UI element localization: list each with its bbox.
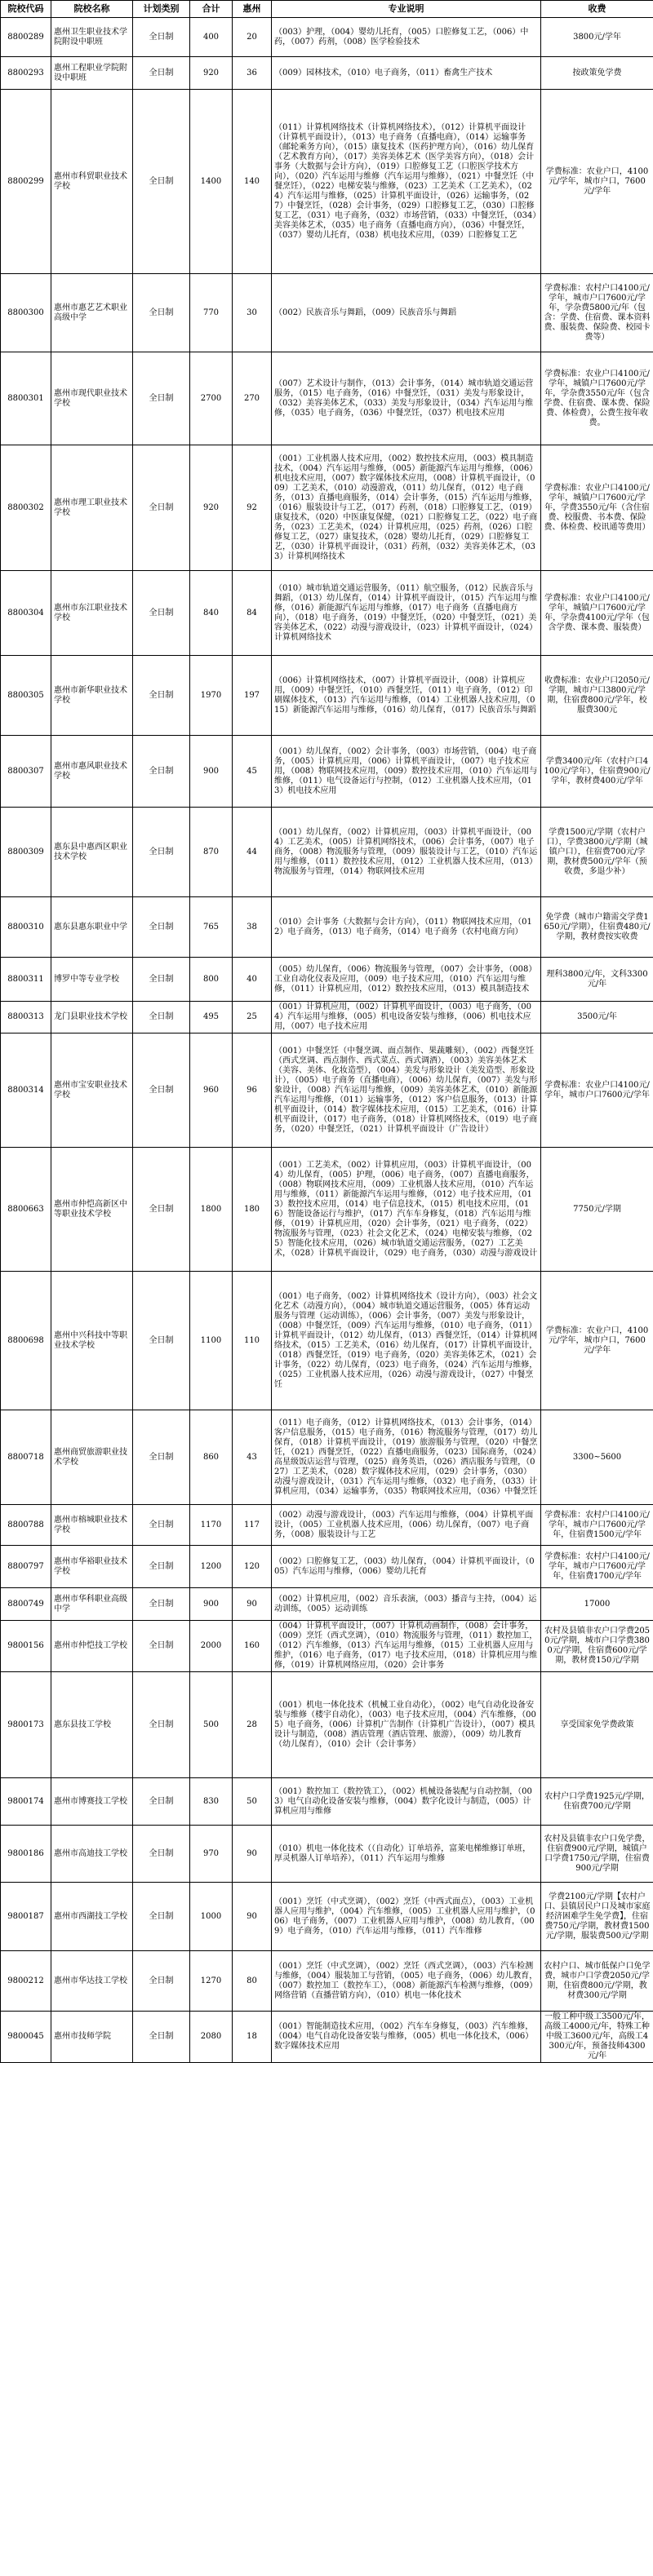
school-name-cell: 惠州工程职业学院附设中职班 [51,57,133,90]
school-code-cell: 9800212 [1,1951,51,2012]
fee-cell: 学费标准：农业户口，4100元/学年，城市户口，7600元/学年 [541,90,653,274]
huizhou-count-cell: 160 [233,1621,272,1672]
plan-type-cell: 全日制 [133,57,190,90]
table-row [1,1826,653,1883]
huizhou-count-cell: 96 [233,1033,272,1148]
major-description-cell: （001）工业机器人技术应用，（002）数控技术应用，（003）模具制造技术，（004）汽车运用与维修，（005）新能源汽车运用与维修，（006）机电技术应用，（007）数字媒体技术应用，（008）计算机平面设计，（009）工艺美术，（010）动漫游戏，（011）幼儿保育，（012）电子商务，（013）直播电商服务，（014）会计事务，（015）汽车运用与维修，（016）服装设计与工艺，（017）药剂，（018）口腔修复工艺，（019）康复技术，（020）中医康复保健，（021）口腔修复工艺，（022）电子商务，（023）工艺美术，（024）计算机应用，（025）药剂，（026）口腔修复工艺，（027）康复技术，（028）婴幼儿托育，（029）口腔修复工艺，（030）计算机平面设计，（031）药剂，（032）美容美体艺术，（033）计算机网络技术 [272,445,541,571]
header-plan-type: 计划类别 [133,1,190,18]
school-code-cell: 8800314 [1,1033,51,1148]
table-row [1,571,653,656]
plan-type-cell: 全日制 [133,571,190,656]
huizhou-count-cell: 44 [233,808,272,897]
table-row [1,1546,653,1588]
school-name-cell: 惠州市华裕职业技术学校 [51,1546,133,1588]
school-code-cell: 8800797 [1,1546,51,1588]
total-count-cell: 920 [190,57,233,90]
fee-cell: 农村户口、城市低保户口免学费，城市户口学费2050元/学期，住宿费800元/学期，教材费300元/学期 [541,1951,653,2012]
school-name-cell: 惠州市惠艺艺术职业高级中学 [51,274,133,352]
major-description-cell: （011）计算机网络技术（计算机网络技术），（012）计算机平面设计（计算机平面设计），（013）电子商务（直播电商），（014）运输事务（邮轮乘务方向），（015）康复技术（医药护理方向），（016）幼儿保育（艺术教育方向），（017）美容美体艺术（医学美容方向），（018）会计事务（大数据与会计方向），（019）口腔修复工艺（口腔医学技术方向），（020）汽车运用与维修（汽车运用与维修），（021）中餐烹饪（中餐烹饪），（022）电梯安装与维修，（023）工艺美术（工艺美术），（024）汽车运用与维修，（025）计算机平面设计，（026）运输事务，（027）中餐烹饪，（028）会计事务，（029）口腔修复工艺，（030）口腔修复工艺，（031）电子商务，（032）市场营销，（033）中餐烹饪，（034）美容美体艺术，（035）电子商务（直播电商方向），（036）中餐烹饪，（037）婴幼儿托育，（038）机电技术应用，（039）口腔修复工艺 [272,90,541,274]
school-name-cell: 惠州市现代职业技术学校 [51,352,133,445]
major-description-cell: （010）城市轨道交通运营服务，（011）航空服务，（012）民族音乐与舞蹈，（013）幼儿保育，（014）计算机平面设计，（015）汽车运用与维修，（016）新能源汽车运用与维修，（017）电子商务（直播电商方向），（018）电子商务，（019）中餐烹饪，（020）中餐烹饪，（021）美容美体艺术，（022）动漫与游戏设计，（023）计算机平面设计，（024）计算机网络技术 [272,571,541,656]
plan-type-cell: 全日制 [133,808,190,897]
total-count-cell: 1170 [190,1505,233,1546]
total-count-cell: 960 [190,1033,233,1148]
table-row [1,1621,653,1672]
school-code-cell: 8800302 [1,445,51,571]
fee-cell: 3800元/学年 [541,18,653,57]
plan-type-cell: 全日制 [133,90,190,274]
fee-cell: 农村及县镇非农户口免学费，住宿费900元/学期，城镇户口学费1750元/学期，住宿费900元/学期 [541,1826,653,1883]
table-row [1,1505,653,1546]
huizhou-count-cell: 50 [233,1778,272,1826]
table-row [1,90,653,274]
huizhou-count-cell: 140 [233,90,272,274]
total-count-cell: 765 [190,897,233,958]
huizhou-count-cell: 84 [233,571,272,656]
fee-cell: 学费3400元/年（农村户口4100元/学年），住宿费900元/学年，教材费400元/学年 [541,736,653,808]
fee-cell: 学费2100元/学期【农村户口、县镇居民户口及城市家庭经济困难学生免学费】，住宿费750元/学期，教材费1500元/学期，服装费500元/学期 [541,1883,653,1951]
header-code: 院校代码 [1,1,51,18]
school-name-cell: 惠州中兴科技中等职业技术学校 [51,1272,133,1410]
table-row [1,1002,653,1033]
major-description-cell: （002）动漫与游戏设计，（003）汽车运用与维修，（004）计算机平面设计，（005）工业机器人技术应用，（006）幼儿保育，（007）电子商务，（008）服装设计与工艺 [272,1505,541,1546]
school-code-cell: 8800788 [1,1505,51,1546]
fee-cell: 学费标准：农业户口，4100元/学年，城市户口，7600元/学年 [541,1272,653,1410]
huizhou-count-cell: 80 [233,1951,272,2012]
total-count-cell: 1270 [190,1951,233,2012]
table-row [1,736,653,808]
plan-type-cell: 全日制 [133,1826,190,1883]
school-name-cell: 龙门县职业技术学校 [51,1002,133,1033]
huizhou-count-cell: 45 [233,736,272,808]
huizhou-count-cell: 40 [233,958,272,1002]
major-description-cell: （001）电子商务，（002）计算机网络技术（设计方向），（003）社会文化艺术（动漫方向），（004）城市轨道交通运营服务，（005）体育运动服务与管理（运动训练），（006）会计事务，（007）美发与形象设计，（008）中餐烹饪，（009）汽车运用与维修，（010）电子商务，（011）计算机平面设计，（012）幼儿保育，（013）西餐烹饪，（014）计算机网络技术，（015）工艺美术，（016）幼儿保育，（017）计算机平面设计，（018）西餐烹饪，（019）电子商务，（020）美容美体艺术，（021）会计事务，（022）幼儿保育，（023）电子商务，（024）汽车运用与维修，（025）工业机器人技术应用，（026）动漫与游戏设计，（027）中餐烹饪 [272,1272,541,1410]
fee-cell: 学费标准：农业户口4100元/学年，城市户口7600元/学年 [541,1033,653,1148]
table-row [1,897,653,958]
school-name-cell: 惠州市科贸职业技术学校 [51,90,133,274]
fee-cell: 3500元/年 [541,1002,653,1033]
major-description-cell: （010）机电一体化技术（（自动化）订单培养，富莱电梯维修订单班，厚灵机器人订单培养），（011）汽车运用与维修 [272,1826,541,1883]
total-count-cell: 1800 [190,1148,233,1272]
huizhou-count-cell: 90 [233,1826,272,1883]
school-name-cell: 惠州市华达技工学校 [51,1951,133,2012]
fee-cell: 理科3800元/年，文科3300元/年 [541,958,653,1002]
total-count-cell: 1200 [190,1546,233,1588]
major-description-cell: （010）会计事务（大数据与会计方向），（011）物联网技术应用，（012）电子商务，（013）电子商务，（014）电子商务（农村电商方向） [272,897,541,958]
major-description-cell: （004）计算机平面设计，（007）计算机动画制作，（008）会计事务，（009）烹饪（西式烹调），（010）物流服务与管理，（011）数控加工，（012）汽车维修，（013）汽车运用与维修，（015）工业机器人应用与维护，（016）电子商务，（017）电子技术应用，（018）计算机应用与维修，（019）计算机网络应用，（020）会计事务 [272,1621,541,1672]
plan-type-cell: 全日制 [133,897,190,958]
school-name-cell: 惠州市榕城职业技术学校 [51,1505,133,1546]
huizhou-count-cell: 25 [233,1002,272,1033]
major-description-cell: （002）民族音乐与舞蹈，（009）民族音乐与舞蹈 [272,274,541,352]
school-code-cell: 8800307 [1,736,51,808]
plan-type-cell: 全日制 [133,1410,190,1505]
major-description-cell: （001）幼儿保育，（002）计算机应用，（003）计算机平面设计，（004）工艺美术，（005）计算机网络技术，（006）会计事务，（007）电子商务，（008）物流服务与管理，（009）服装设计与工艺，（010）汽车运用与维修，（011）数控技术应用，（012）工业机器人技术应用，（013）物流服务与管理，（014）物联网技术应用 [272,808,541,897]
school-name-cell: 惠州市东江职业技术学校 [51,571,133,656]
fee-cell: 学费标准：农村户口4100元/学年，城市户口7600元/学年，住宿费1700元/学年 [541,1546,653,1588]
fee-cell: 7750元/学期 [541,1148,653,1272]
school-name-cell: 惠州市仲恺技工学校 [51,1621,133,1672]
school-name-cell: 惠东县技工学校 [51,1672,133,1778]
plan-type-cell: 全日制 [133,1546,190,1588]
major-description-cell: （001）幼儿保育，（002）会计事务，（003）市场营销，（004）电子商务，（005）计算机应用，（006）计算机平面设计，（007）电子技术应用，（008）物联网技术应用，（009）数控技术应用，（010）汽车运用与维修，（011）电气设备运行与控制，（012）工业机器人技术应用，（013）机电技术应用 [272,736,541,808]
total-count-cell: 2000 [190,1621,233,1672]
huizhou-count-cell: 18 [233,2012,272,2063]
huizhou-count-cell: 180 [233,1148,272,1272]
school-code-cell: 8800299 [1,90,51,274]
major-description-cell: （005）幼儿保育，（006）物流服务与管理，（007）会计事务，（008）工业自动化仪表及应用，（009）电子技术应用，（010）汽车运用与维修，（011）计算机应用，（012）数控技术应用，（013）模具制造技术 [272,958,541,1002]
major-description-cell: （001）机电一体化技术（机械工业自动化），（002）电气自动化设备安装与维修（楼宇自动化），（003）电子技术应用，（004）汽车维修，（005）电子商务，（006）计算机广告制作（计算机广告设计），（007）模具设计与制造，（008）酒店管理（酒店管理、旅游），（009）幼儿教育（幼儿保育），（010）会计（会计事务） [272,1672,541,1778]
table-row [1,445,653,571]
school-code-cell: 8800289 [1,18,51,57]
major-description-cell: （001）计算机应用，（002）计算机平面设计，（003）电子商务，（004）汽车运用与维修，（005）机电设备安装与维修，（006）机电技术应用，（007）电子技术应用 [272,1002,541,1033]
school-name-cell: 惠州市高迪技工学校 [51,1826,133,1883]
school-name-cell: 惠东县中惠西区职业技术学校 [51,808,133,897]
school-name-cell: 惠州市仲恺高新区中等职业技术学校 [51,1148,133,1272]
major-description-cell: （009）园林技术，（010）电子商务，（011）畜禽生产技术 [272,57,541,90]
school-code-cell: 9800156 [1,1621,51,1672]
table-row [1,1672,653,1778]
plan-type-cell: 全日制 [133,1002,190,1033]
total-count-cell: 830 [190,1778,233,1826]
plan-type-cell: 全日制 [133,1951,190,2012]
major-description-cell: （001）智能制造技术应用，（002）汽车车身修复，（003）汽车维修，（004）电气自动化设备安装与维修，（005）机电一体化技术，（006）数字媒体技术应用 [272,2012,541,2063]
school-code-cell: 8800309 [1,808,51,897]
plan-type-cell: 全日制 [133,1272,190,1410]
school-name-cell: 惠州市华科职业高级中学 [51,1588,133,1621]
total-count-cell: 970 [190,1826,233,1883]
total-count-cell: 900 [190,736,233,808]
huizhou-count-cell: 197 [233,656,272,736]
school-name-cell: 惠州市西湖技工学校 [51,1883,133,1951]
major-description-cell: （007）艺术设计与制作，（013）会计事务，（014）城市轨道交通运营服务，（015）电子商务，（016）中餐烹饪，（031）美发与形象设计，（032）美容美体艺术，（033）美发与形象设计，（034）汽车运用与维修，（035）电子商务，（036）中餐烹饪，（037）机电技术应用 [272,352,541,445]
total-count-cell: 400 [190,18,233,57]
school-code-cell: 8800718 [1,1410,51,1505]
total-count-cell: 1100 [190,1272,233,1410]
fee-cell: 17000 [541,1588,653,1621]
major-description-cell: （002）口腔修复工艺，（003）幼儿保育，（004）计算机平面设计，（005）汽车运用与维修，（006）婴幼儿托育 [272,1546,541,1588]
table-header-row [1,1,653,18]
table-row [1,1883,653,1951]
school-name-cell: 惠东县惠东职业中学 [51,897,133,958]
huizhou-count-cell: 90 [233,1883,272,1951]
total-count-cell: 2080 [190,2012,233,2063]
huizhou-count-cell: 38 [233,897,272,958]
school-name-cell: 惠州市理工职业技术学校 [51,445,133,571]
total-count-cell: 2700 [190,352,233,445]
huizhou-count-cell: 120 [233,1546,272,1588]
table-row [1,1410,653,1505]
plan-type-cell: 全日制 [133,1883,190,1951]
huizhou-count-cell: 90 [233,1588,272,1621]
school-code-cell: 8800304 [1,571,51,656]
header-school-name: 院校名称 [51,1,133,18]
plan-type-cell: 全日制 [133,2012,190,2063]
huizhou-count-cell: 30 [233,274,272,352]
school-code-cell: 8800310 [1,897,51,958]
huizhou-count-cell: 270 [233,352,272,445]
school-name-cell: 惠州市惠风职业技术学校 [51,736,133,808]
fee-cell: 学费标准：农业户口4100元/学年，城镇户口7600元/学年，学杂费3550元/年（包含学费、住宿费、课本费、保险费、体检费），公费生按年收费。 [541,352,653,445]
major-description-cell: （001）烹饪（中式烹调），（002）烹饪（西式烹调），（003）汽车检测与维修，（004）服装加工与营销，（005）电子商务，（006）幼儿教育，（007）数控加工（数控车工），（008）新能源汽车检测与维修，（009）网络营销（直播营销方向），（010）机电一体化技术 [272,1951,541,2012]
huizhou-count-cell: 28 [233,1672,272,1778]
school-code-cell: 9800173 [1,1672,51,1778]
table-row [1,2012,653,2063]
table-row [1,352,653,445]
school-code-cell: 9800187 [1,1883,51,1951]
header-total: 合计 [190,1,233,18]
plan-type-cell: 全日制 [133,736,190,808]
fee-cell: 收费标准：农业户口2050元/学期，城市户口3800元/学期，住宿费800元/学年，校服费300元 [541,656,653,736]
fee-cell: 按政策免学费 [541,57,653,90]
school-code-cell: 8800663 [1,1148,51,1272]
plan-type-cell: 全日制 [133,274,190,352]
major-description-cell: （001）中餐烹饪（中餐烹调、面点制作、果蔬雕刻），（002）西餐烹饪（西式烹调、西点制作、西式菜点、西式调酒），（003）美容美体艺术（美容、美体、化妆造型），（004）美发与形象设计（美发造型、形象设计），（005）电子商务（直播电商），（006）幼儿保育，（007）美发与形象设计，（008）汽车运用与维修，（009）美容美体艺术，（010）新能源汽车运用与维修，（011）运输事务，（012）客户信息服务，（013）计算机平面设计，（014）数字媒体技术应用，（015）工艺美术，（016）计算机平面设计，（017）电子商务，（018）计算机网络技术，（019）电子商务，（020）中餐烹饪，（021）计算机平面设计（广告设计） [272,1033,541,1148]
fee-cell: 学费1500元/学期（农村户口），学费3800元/学期（城镇户口），住宿费700元/学期，教材费500元/学年（预收费，多退少补） [541,808,653,897]
fee-cell: 学费标准：农业户口4100元/学年，城镇户口7600元/学年，学杂费4100元/学年（包含学费、课本费、服装费） [541,571,653,656]
total-count-cell: 800 [190,958,233,1002]
school-code-cell: 9800045 [1,2012,51,2063]
school-code-cell: 8800313 [1,1002,51,1033]
school-name-cell: 惠州市宝安职业技术学校 [51,1033,133,1148]
table-row [1,1778,653,1826]
fee-cell: 享受国家免学费政策 [541,1672,653,1778]
table-row [1,1588,653,1621]
table-row [1,274,653,352]
total-count-cell: 870 [190,808,233,897]
school-code-cell: 8800293 [1,57,51,90]
plan-type-cell: 全日制 [133,958,190,1002]
school-name-cell: 惠州商贸旅游职业技术学校 [51,1410,133,1505]
school-code-cell: 8800300 [1,274,51,352]
total-count-cell: 1400 [190,90,233,274]
major-description-cell: （002）计算机应用，（002）音乐表演，（003）播音与主持，（004）运动训练，（005）运动训练 [272,1588,541,1621]
huizhou-count-cell: 43 [233,1410,272,1505]
total-count-cell: 495 [190,1002,233,1033]
table-row [1,1033,653,1148]
table-row [1,1272,653,1410]
huizhou-count-cell: 36 [233,57,272,90]
school-code-cell: 8800311 [1,958,51,1002]
major-description-cell: （001）工艺美术，（002）计算机应用，（003）计算机平面设计，（004）幼儿保育，（005）护理，（006）电子商务，（007）直播电商服务，（008）物联网技术应用，（009）工业机器人技术应用，（010）汽车运用与维修，（011）新能源汽车运用与维修，（012）电子技术应用，（013）数控技术应用，（014）电子信息技术，（015）机电技术应用，（016）智能设备运行与维护，（017）汽车车身修复，（018）汽车运用与维修，（019）计算机应用，（020）会计事务，（021）电子商务，（022）物流服务与管理，（023）社会文化艺术，（024）电梯安装与维修，（025）智能化技术应用，（026）城市轨道交通运营服务，（027）工艺美术，（028）计算机平面设计，（029）电子商务，（030）动漫与游戏设计 [272,1148,541,1272]
school-name-cell: 惠州卫生职业技术学院附设中职班 [51,18,133,57]
school-code-cell: 8800305 [1,656,51,736]
total-count-cell: 770 [190,274,233,352]
fee-cell: 一般工种中级工3500元/年，高级工4000元/年，特殊工种中级工3600元/年，高级工4300元/年，预备技师4300元/年 [541,2012,653,2063]
plan-type-cell: 全日制 [133,1588,190,1621]
school-name-cell: 惠州市技师学院 [51,2012,133,2063]
major-description-cell: （001）烹饪（中式烹调），（002）烹饪（中西式面点），（003）工业机器人应用与维护，（004）汽车维修，（005）工业机器人应用与维护，（006）电子商务，（007）工业机器人应用与维护，（008）幼儿教育，（009）电子商务，（010）汽车运用与维修，（011）汽车维修 [272,1883,541,1951]
fee-cell: 农村及县镇非农户口学费2050元/学期，城市户口学费3800元/学期，住宿费600元/学期，教材费150元/学期 [541,1621,653,1672]
fee-cell: 农村户口学费1925元/学期，住宿费700元/学期 [541,1778,653,1826]
fee-cell: 学费标准：农村户口4100元/学年，城市户口7600元/学年，学杂费5800元/年（包含：学费、住宿费、课本资料费、服装费、保险费、校园卡费等） [541,274,653,352]
fee-cell: 3300~5600 [541,1410,653,1505]
header-huizhou: 惠州 [233,1,272,18]
total-count-cell: 840 [190,571,233,656]
total-count-cell: 1000 [190,1883,233,1951]
plan-type-cell: 全日制 [133,1621,190,1672]
total-count-cell: 500 [190,1672,233,1778]
plan-type-cell: 全日制 [133,1778,190,1826]
plan-type-cell: 全日制 [133,1505,190,1546]
plan-type-cell: 全日制 [133,18,190,57]
fee-cell: 学费标准：农村户口4100元/学年，城市户口7600元/学年，住宿费1500元/学年 [541,1505,653,1546]
major-description-cell: （001）数控加工（数控铣工），（002）机械设备装配与自动控制，（003）电气自动化设备安装与维修，（004）数字化设计与制造，（005）计算机应用与维修 [272,1778,541,1826]
school-code-cell: 8800698 [1,1272,51,1410]
huizhou-count-cell: 110 [233,1272,272,1410]
total-count-cell: 860 [190,1410,233,1505]
plan-type-cell: 全日制 [133,1672,190,1778]
school-name-cell: 惠州市新华职业技术学校 [51,656,133,736]
school-code-cell: 8800749 [1,1588,51,1621]
table-body [1,18,653,2063]
table-row [1,57,653,90]
huizhou-count-cell: 20 [233,18,272,57]
school-name-cell: 惠州市博赛技工学校 [51,1778,133,1826]
total-count-cell: 920 [190,445,233,571]
school-code-cell: 9800186 [1,1826,51,1883]
plan-type-cell: 全日制 [133,1148,190,1272]
total-count-cell: 1970 [190,656,233,736]
major-description-cell: （011）电子商务，（012）计算机网络技术，（013）会计事务，（014）客户信息服务，（015）电子商务，（016）物流服务与管理，（017）幼儿保育，（018）计算机平面设计，（019）旅游服务与管理，（020）中餐烹饪，（021）西餐烹饪，（022）直播电商服务，（023）国际商务，（024）高星级饭店运营与管理，（025）商务英语，（026）酒店服务与管理，（027）工艺美术，（028）数字媒体技术应用，（029）会计事务，（030）动漫与游戏设计，（031）汽车运用与维修，（032）电子商务，（033）计算机应用，（034）运输事务，（035）物联网技术应用，（036）中餐烹饪 [272,1410,541,1505]
plan-type-cell: 全日制 [133,352,190,445]
table-row [1,958,653,1002]
school-name-cell: 博罗中等专业学校 [51,958,133,1002]
school-code-cell: 8800301 [1,352,51,445]
table-row [1,18,653,57]
major-description-cell: （006）计算机网络技术，（007）计算机平面设计，（008）计算机应用，（009）中餐烹饪，（010）西餐烹饪，（011）电子商务，（012）印刷媒体技术，（013）汽车运用与维修，（014）工业机器人技术应用，（015）新能源汽车运用与维修，（016）幼儿保育，（017）民族音乐与舞蹈 [272,656,541,736]
table-row [1,1951,653,2012]
huizhou-count-cell: 117 [233,1505,272,1546]
plan-type-cell: 全日制 [133,445,190,571]
major-description-cell: （003）护理，（004）婴幼儿托育，（005）口腔修复工艺，（006）中药，（007）药剂，（008）医学检验技术 [272,18,541,57]
plan-type-cell: 全日制 [133,656,190,736]
fee-cell: 学费标准：农业户口4100元/学年，城镇户口7600元/学年，学费3550元/年（含住宿费、校服费、书本费、保险费、体检费、校讯通等费用） [541,445,653,571]
school-code-cell: 9800174 [1,1778,51,1826]
total-count-cell: 900 [190,1588,233,1621]
plan-type-cell: 全日制 [133,1033,190,1148]
huizhou-count-cell: 92 [233,445,272,571]
header-major-description: 专业说明 [272,1,541,18]
header-fee: 收费 [541,1,653,18]
fee-cell: 免学费（城市户籍需交学费1650元/学期），住宿费480元/学期，教材费按实收费 [541,897,653,958]
table-row [1,808,653,897]
table-row [1,656,653,736]
table-row [1,1148,653,1272]
